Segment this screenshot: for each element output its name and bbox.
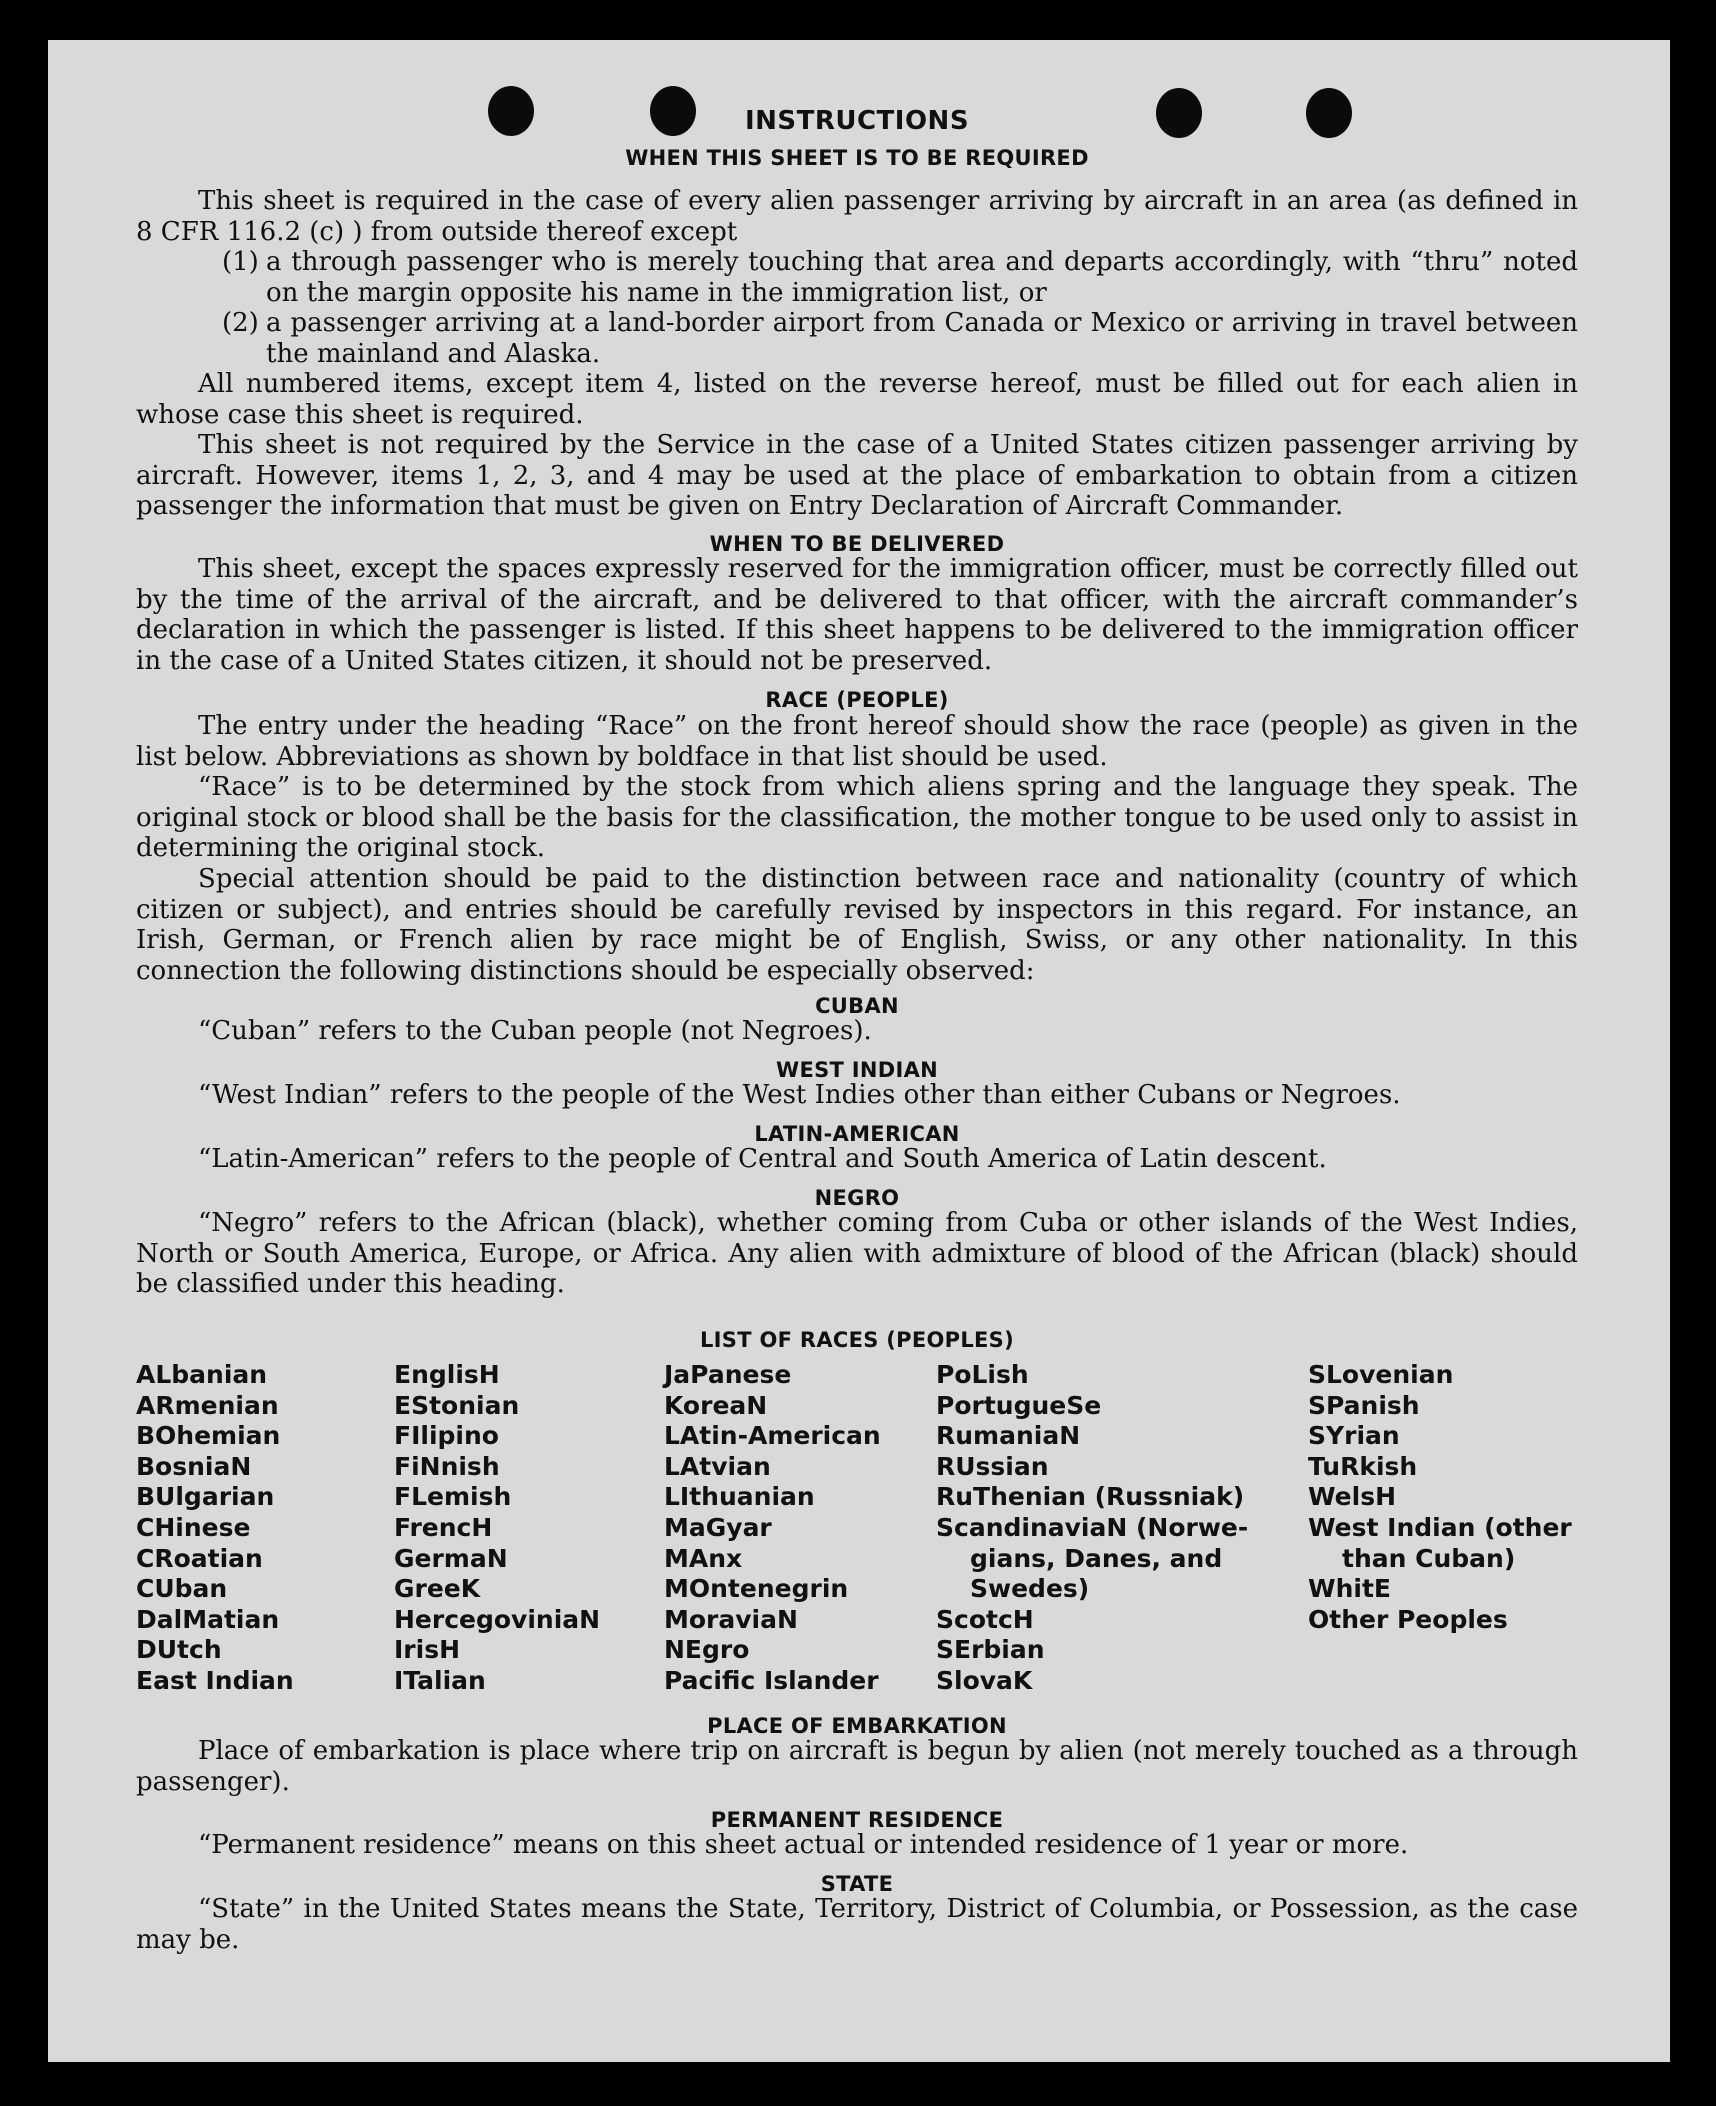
- item-text: a passenger arriving at a land-border airport from Canada or Mexico or arriving in travel between the mainland and Alaska.: [266, 308, 1578, 369]
- race-entry: DalMatian: [136, 1604, 280, 1634]
- heading-when-required: WHEN THIS SHEET IS TO BE REQUIRED: [625, 146, 1089, 170]
- race-entry: East Indian: [136, 1665, 294, 1695]
- race-entry: Other Peoples: [1308, 1604, 1508, 1634]
- heading-negro: NEGRO: [814, 1186, 900, 1210]
- heading-race: RACE (PEOPLE): [765, 688, 949, 712]
- race-list-column-1: [136, 1360, 294, 1697]
- race-entry: WelsH: [1308, 1482, 1397, 1512]
- item-number: (2): [222, 308, 259, 338]
- race-entry: GreeK: [394, 1574, 481, 1604]
- document-sheet: [48, 40, 1670, 2062]
- race-entry: FLemish: [394, 1482, 512, 1512]
- heading-place-of-embarkation: PLACE OF EMBARKATION: [707, 1714, 1007, 1738]
- race-entry: ALbanian: [136, 1360, 268, 1389]
- race-list-column-4: [936, 1360, 1248, 1697]
- paragraph: “Negro” refers to the African (black), whether coming from Cuba or other islands of the West Indies, North or South America, Europe, or Africa. Any alien with admixture of blood of the African (black) should be classified under this heading.: [136, 1208, 1578, 1300]
- exception-item-2: [222, 308, 1578, 369]
- item-number: (1): [222, 247, 259, 277]
- race-entry: HercegoviniaN: [394, 1604, 601, 1634]
- race-entry: RUssian: [936, 1451, 1049, 1481]
- race-entry: FIlipino: [394, 1421, 499, 1451]
- race-entry: CRoatian: [136, 1543, 263, 1573]
- race-entry: ITalian: [394, 1665, 486, 1695]
- race-entry: MaGyar: [664, 1512, 772, 1542]
- race-entry: FiNnish: [394, 1451, 500, 1481]
- race-entry: EStonian: [394, 1390, 520, 1420]
- heading-when-delivered: WHEN TO BE DELIVERED: [709, 532, 1005, 556]
- race-entry: MOntenegrin: [664, 1574, 849, 1604]
- exception-item-1: [222, 247, 1578, 308]
- race-entry: SPanish: [1308, 1390, 1420, 1420]
- heading-state: STATE: [820, 1872, 894, 1896]
- race-entry: RumaniaN: [936, 1421, 1081, 1451]
- paragraph: This sheet, except the spaces expressly reserved for the immigration officer, must be correctly filled out by the time of the arrival of the aircraft, and be delivered to that officer, with the aircraft commander’s declaration in which the passenger is listed. If this sheet happens to be delivered to the immigration officer in the case of a United States citizen, it should not be preserved.: [136, 554, 1578, 676]
- race-list-column-3: [664, 1360, 881, 1697]
- race-entry: KoreaN: [664, 1390, 768, 1420]
- race-entry: LAtvian: [664, 1451, 771, 1481]
- race-entry-continued: gians, Danes, and: [970, 1543, 1223, 1573]
- paragraph: The entry under the heading “Race” on the front hereof should show the race (people) as given in the list below. Abbreviations as shown by boldface in that list should be used.: [136, 711, 1578, 772]
- race-entry: West Indian (other: [1308, 1512, 1572, 1542]
- race-entry: CUban: [136, 1574, 228, 1604]
- race-entry: FrencH: [394, 1512, 493, 1542]
- race-entry: BOhemian: [136, 1421, 281, 1451]
- race-entry: PortugueSe: [936, 1390, 1102, 1420]
- race-entry-continued: Swedes): [970, 1574, 1090, 1604]
- race-entry: BUlgarian: [136, 1482, 275, 1512]
- race-entry: SYrian: [1308, 1421, 1400, 1451]
- heading-west-indian: WEST INDIAN: [775, 1058, 939, 1082]
- paragraph: “West Indian” refers to the people of the West Indies other than either Cubans or Negroes.: [198, 1080, 1401, 1110]
- heading-cuban: CUBAN: [815, 994, 899, 1018]
- race-entry: ARmenian: [136, 1390, 279, 1420]
- item-text: a through passenger who is merely touching that area and departs accordingly, with “thru” noted on the margin opposite his name in the immigration list, or: [266, 247, 1578, 308]
- race-entry: BosniaN: [136, 1451, 252, 1481]
- heading-latin-american: LATIN-AMERICAN: [754, 1122, 960, 1146]
- race-entry: PoLish: [936, 1360, 1029, 1389]
- race-entry: ScotcH: [936, 1604, 1034, 1634]
- race-entry: SLovenian: [1308, 1360, 1454, 1389]
- heading-permanent-residence: PERMANENT RESIDENCE: [710, 1808, 1004, 1832]
- race-entry: TuRkish: [1308, 1451, 1418, 1481]
- race-entry: GermaN: [394, 1543, 508, 1573]
- race-entry: SErbian: [936, 1635, 1045, 1665]
- race-entry: CHinese: [136, 1512, 251, 1542]
- paragraph: Place of embarkation is place where trip on aircraft is begun by alien (not merely touched as a through passenger).: [136, 1736, 1578, 1797]
- race-list-column-2: [394, 1360, 600, 1697]
- paragraph: This sheet is not required by the Service in the case of a United States citizen passenger arriving by aircraft. However, items 1, 2, 3, and 4 may be used at the place of embarkation to obtain from a citizen passenger the information that must be given on Entry Declaration of Aircraft Commander.: [136, 430, 1578, 522]
- paragraph: All numbered items, except item 4, listed on the reverse hereof, must be filled out for each alien in whose case this sheet is required.: [136, 369, 1578, 430]
- race-entry: EnglisH: [394, 1360, 500, 1389]
- paragraph: Special attention should be paid to the distinction between race and nationality (country of which citizen or subject), and entries should be carefully revised by inspectors in this regard. For instance, an Irish, German, or French alien by race might be of English, Swiss, or any other nationality. In this connection the following distinctions should be especially observed:: [136, 864, 1578, 986]
- paragraph: “Latin-American” refers to the people of Central and South America of Latin descent.: [198, 1144, 1327, 1174]
- race-list-column-5: [1308, 1360, 1572, 1635]
- race-entry: WhitE: [1308, 1574, 1391, 1604]
- race-entry: MAnx: [664, 1543, 743, 1573]
- race-entry-continued: than Cuban): [1342, 1543, 1516, 1573]
- race-entry: NEgro: [664, 1635, 750, 1665]
- race-entry: MoraviaN: [664, 1604, 798, 1634]
- paragraph: “Permanent residence” means on this sheet actual or intended residence of 1 year or more.: [198, 1830, 1409, 1860]
- paragraph: “State” in the United States means the State, Territory, District of Columbia, or Possession, as the case may be.: [136, 1894, 1578, 1955]
- race-entry: DUtch: [136, 1635, 222, 1665]
- race-entry: Pacific Islander: [664, 1665, 879, 1695]
- race-entry: ScandinaviaN (Norwe-: [936, 1512, 1249, 1542]
- page-title: INSTRUCTIONS: [744, 106, 970, 136]
- paragraph: “Race” is to be determined by the stock from which aliens spring and the language they speak. The original stock or blood shall be the basis for the classification, the mother tongue to be used only to assist in determining the original stock.: [136, 772, 1578, 864]
- race-entry: JaPanese: [664, 1360, 792, 1389]
- race-entry: LIthuanian: [664, 1482, 815, 1512]
- race-entry: LAtin-American: [664, 1421, 881, 1451]
- race-entry: RuThenian (Russniak): [936, 1482, 1245, 1512]
- paragraph: This sheet is required in the case of every alien passenger arriving by aircraft in an area (as defined in 8 CFR 116.2 (c) ) from outside thereof except: [136, 186, 1578, 247]
- heading-list-of-races: LIST OF RACES (PEOPLES): [699, 1328, 1014, 1352]
- race-entry: SlovaK: [936, 1665, 1033, 1695]
- race-entry: IrisH: [394, 1635, 461, 1665]
- paragraph: “Cuban” refers to the Cuban people (not Negroes).: [198, 1016, 872, 1046]
